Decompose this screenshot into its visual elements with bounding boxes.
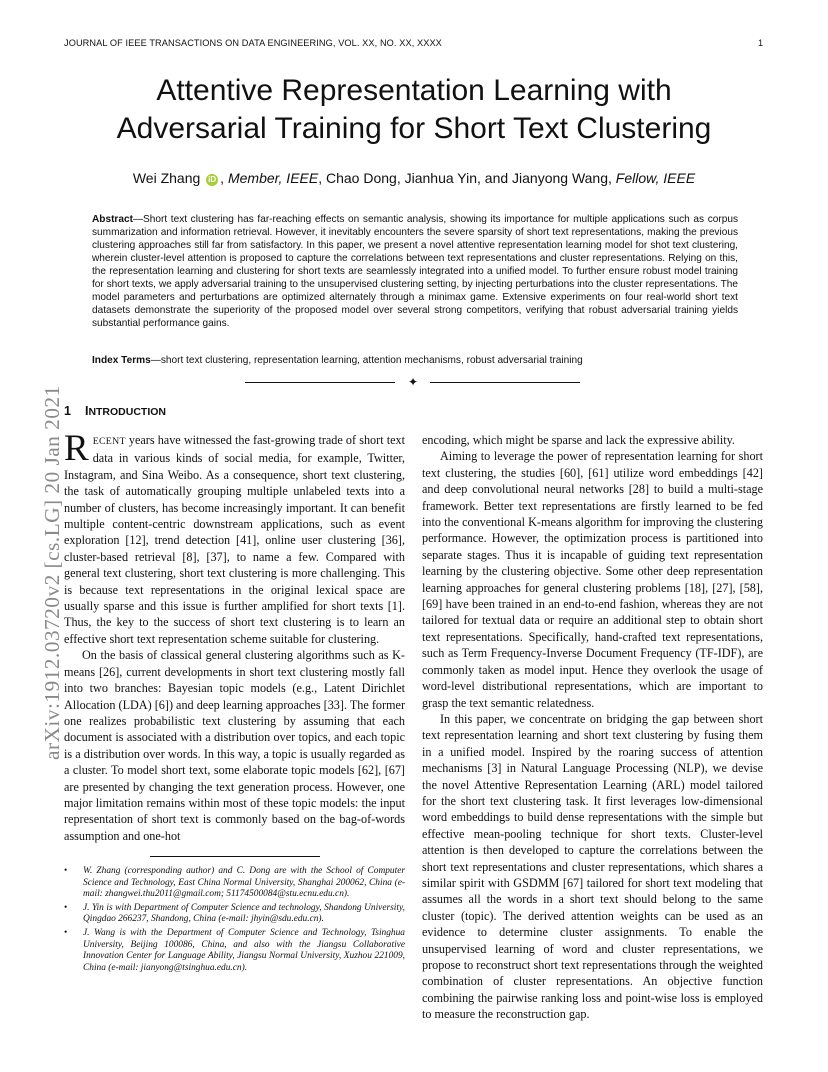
body-column-right [422,432,763,1023]
abstract-text: —Short text clustering has far-reaching effects on semantic analysis, showing its importance for multiple applications such as corpus summarization and information retrieval. However, it inevitably encounters the severe sparsity of short text representations, making the previous clustering approaches still far from satisfactory. In this paper, we present a novel attentive representation learning model for shot text clustering, wherein cluster-level attention is proposed to capture the correlations between text representations and cluster representations. Relying on this, the representation learning and clustering for short texts are seamlessly integrated into a unified model. To further ensure robust model training for short texts, we apply adversarial training to the unsupervised clustering setting, by injecting perturbations into the cluster representations. The model parameters and perturbations are optimized alternately through a minimax game. Extensive experiments on four real-world short text datasets demonstrate the superiority of the proposed model over several strong competitors, verifying that robust adversarial training yields substantial performance gains. [92,214,738,329]
paragraph: Aiming to leverage the power of representation learning for short text clustering, the studies [60], [61] utilize word embeddings [42] and deep convolutional neural networks [28] to build a multi-stage framework. Better text representations are firstly learned to be fed into the conventional K-means algorithm for improving the clustering performance. However, the optimization process is partitioned into separate stages. Thus it is incapable of guiding text representation learning by the clustering objective. Some other deep representation learning approaches for general clustering problems [18], [27], [58], [69] have been trained in an end-to-end fashion, whereas they are not tailored for textual data or require an additional step to obtain short text representations. Specifically, hand-crafted text representations, such as Term Frequency-Inverse Document Frequency (TF-IDF), are commonly taken as model input. Hence they overlook the usage of word-level distributional representations, which are important to grasp the text semantic relatedness. [422,449,763,710]
section-title-initial: I [84,404,89,418]
section-separator [245,375,585,389]
paragraph: On the basis of classical general clustering algorithms such as K-means [26], current developments in short text clustering mostly fall into two branches: Bayesian topic models (e.g., Latent Dirichlet Allocation (LDA) [6]) and deep learning approaches [33]. The former one realizes probabilistic text clustering by assuming that each document is associated with a distribution over topics, and each topic is a distribution over words. In this way, a topic is usually regarded as a cluster. To model short text, some elaborate topic models [62], [67] are presented by changing the text generation process. However, one major limitation remains within most of these topic models: the input representation of short text is commonly based on the bag-of-words assumption and one-hot [64,648,405,843]
paper-title [64,72,764,148]
index-terms-label: Index Terms [92,355,151,366]
section-number: 1 [64,404,71,418]
co-authors: , Chao Dong, Jianhua Yin, and Jianyong Wang, [318,170,616,186]
author-name: Wei Zhang [132,170,201,186]
footnote-text: J. Yin is with Department of Computer Science and technology, Shandong University, Qingdao 266237, Shandong, China (e-mail: jhyin@sdu.edu.cn). [83,902,405,925]
footnote-text: W. Zhang (corresponding author) and C. Dong are with the School of Computer Science and Technology, East China Normal University, Shanghai 200062, China (e-mail: zhangwei.thu2011@gmail.com; 51174500084@stu.ecnu.edu.cn). [83,866,405,900]
bullet-icon: • [64,927,68,938]
index-terms [92,354,738,367]
footnote [64,928,405,974]
footnote-rule [150,856,320,857]
body-column-left [64,428,405,844]
footnote [64,903,405,926]
abstract [92,213,738,330]
title-line-1: Attentive Representation Learning with [156,74,672,107]
arxiv-stamp[interactable]: arXiv:1912.03720v2 [cs.LG] 20 Jan 2021 [40,385,64,760]
title-line-2: Adversarial Training for Short Text Clustering [116,112,712,145]
drop-cap: R [64,428,89,469]
section-title-rest: NTRODUCTION [88,406,167,418]
index-terms-text: —short text clustering, representation learning, attention mechanisms, robust adversarial training [150,355,583,366]
page-number: 1 [758,38,764,48]
section-heading [64,404,166,418]
bullet-icon: • [64,866,68,876]
footnote [64,866,405,901]
running-header: JOURNAL OF IEEE TRANSACTIONS ON DATA ENGINEERING, VOL. XX, NO. XX, XXXX [64,38,442,48]
paragraph: In this paper, we concentrate on bridging the gap between short text representation learning and short text clustering by fusing them in a unified model. Inspired by the roaring success of attention mechanisms [3] in Natural Language Processing (NLP), we devise the novel Attentive Representation Learning (ARL) model tailored for the short text clustering task. It first leverages low-dimensional word embeddings to build dense representations with the simple but effective mean-pooling technique for short texts. Cluster-level attention is then developed to capture the correlations between the short text representations and cluster representations, which shares a similar spirit with GSDMM [67] tailored for short text modeling that assumes all the words in a short text should belong to the same cluster (topic). The derived attention weights can be used as an evidence to determine cluster assignments. To enable the unsupervised learning of word and cluster representations, we propose to reconstruct short text representations through the weighted combination of cluster representations. An objective function combining the pairwise ranking loss and point-wise loss is employed to measure the reconstruction gap. [422,711,763,1022]
paragraph: encoding, which might be sparse and lack the expressive ability. [422,433,735,447]
paragraph [64,428,405,647]
abstract-label: Abstract [92,214,133,225]
orcid-icon[interactable]: iD [208,175,217,184]
separator-rule-left [245,382,395,383]
lead-in-smallcaps: ECENT [92,436,126,447]
footnote-text: J. Wang is with the Department of Computer Science and Technology, Tsinghua University, Beijing 100086, China, and also with the Jiangsu Collaborative Innovation Center for Language Ability, Jiangsu Normal University, Xuzhou 221009, China (e-mail: jianyong@tsinghua.edu.cn). [83,927,405,973]
bullet-icon: • [64,902,68,913]
paragraph-text: years have witnessed the fast-growing trade of short text data in various kinds of social media, for example, Twitter, Instagram, and Sina Weibo. As a consequence, short text clustering, the task of automatically grouping multiple unlabeled texts into a number of clusters, has become increasingly important. It can benefit multiple content-centric downstream applications, such as event exploration [12], trend detection [41], online user clustering [36], cluster-based retrieval [8], [37], to name a few. Compared with general text clustering, short text clustering is more challenging. This is because text representations in the original lexical space are usually sparse and this issue is further amplified for short texts [1]. Thus, the key to the success of short text clustering is to learn an effective short text representation scheme suitable for clustering. [64,433,405,646]
author-line: Wei Zhang iD , Member, IEEE, Chao Dong, Jianhua Yin, and Jianyong Wang, Fellow, IEEE [132,170,696,186]
diamond-icon: ✦ [408,375,419,389]
separator-rule-right [430,382,580,383]
author-role: Member, IEEE [227,170,319,186]
author-role-fellow: Fellow, IEEE [615,170,696,186]
footnotes [64,866,405,976]
